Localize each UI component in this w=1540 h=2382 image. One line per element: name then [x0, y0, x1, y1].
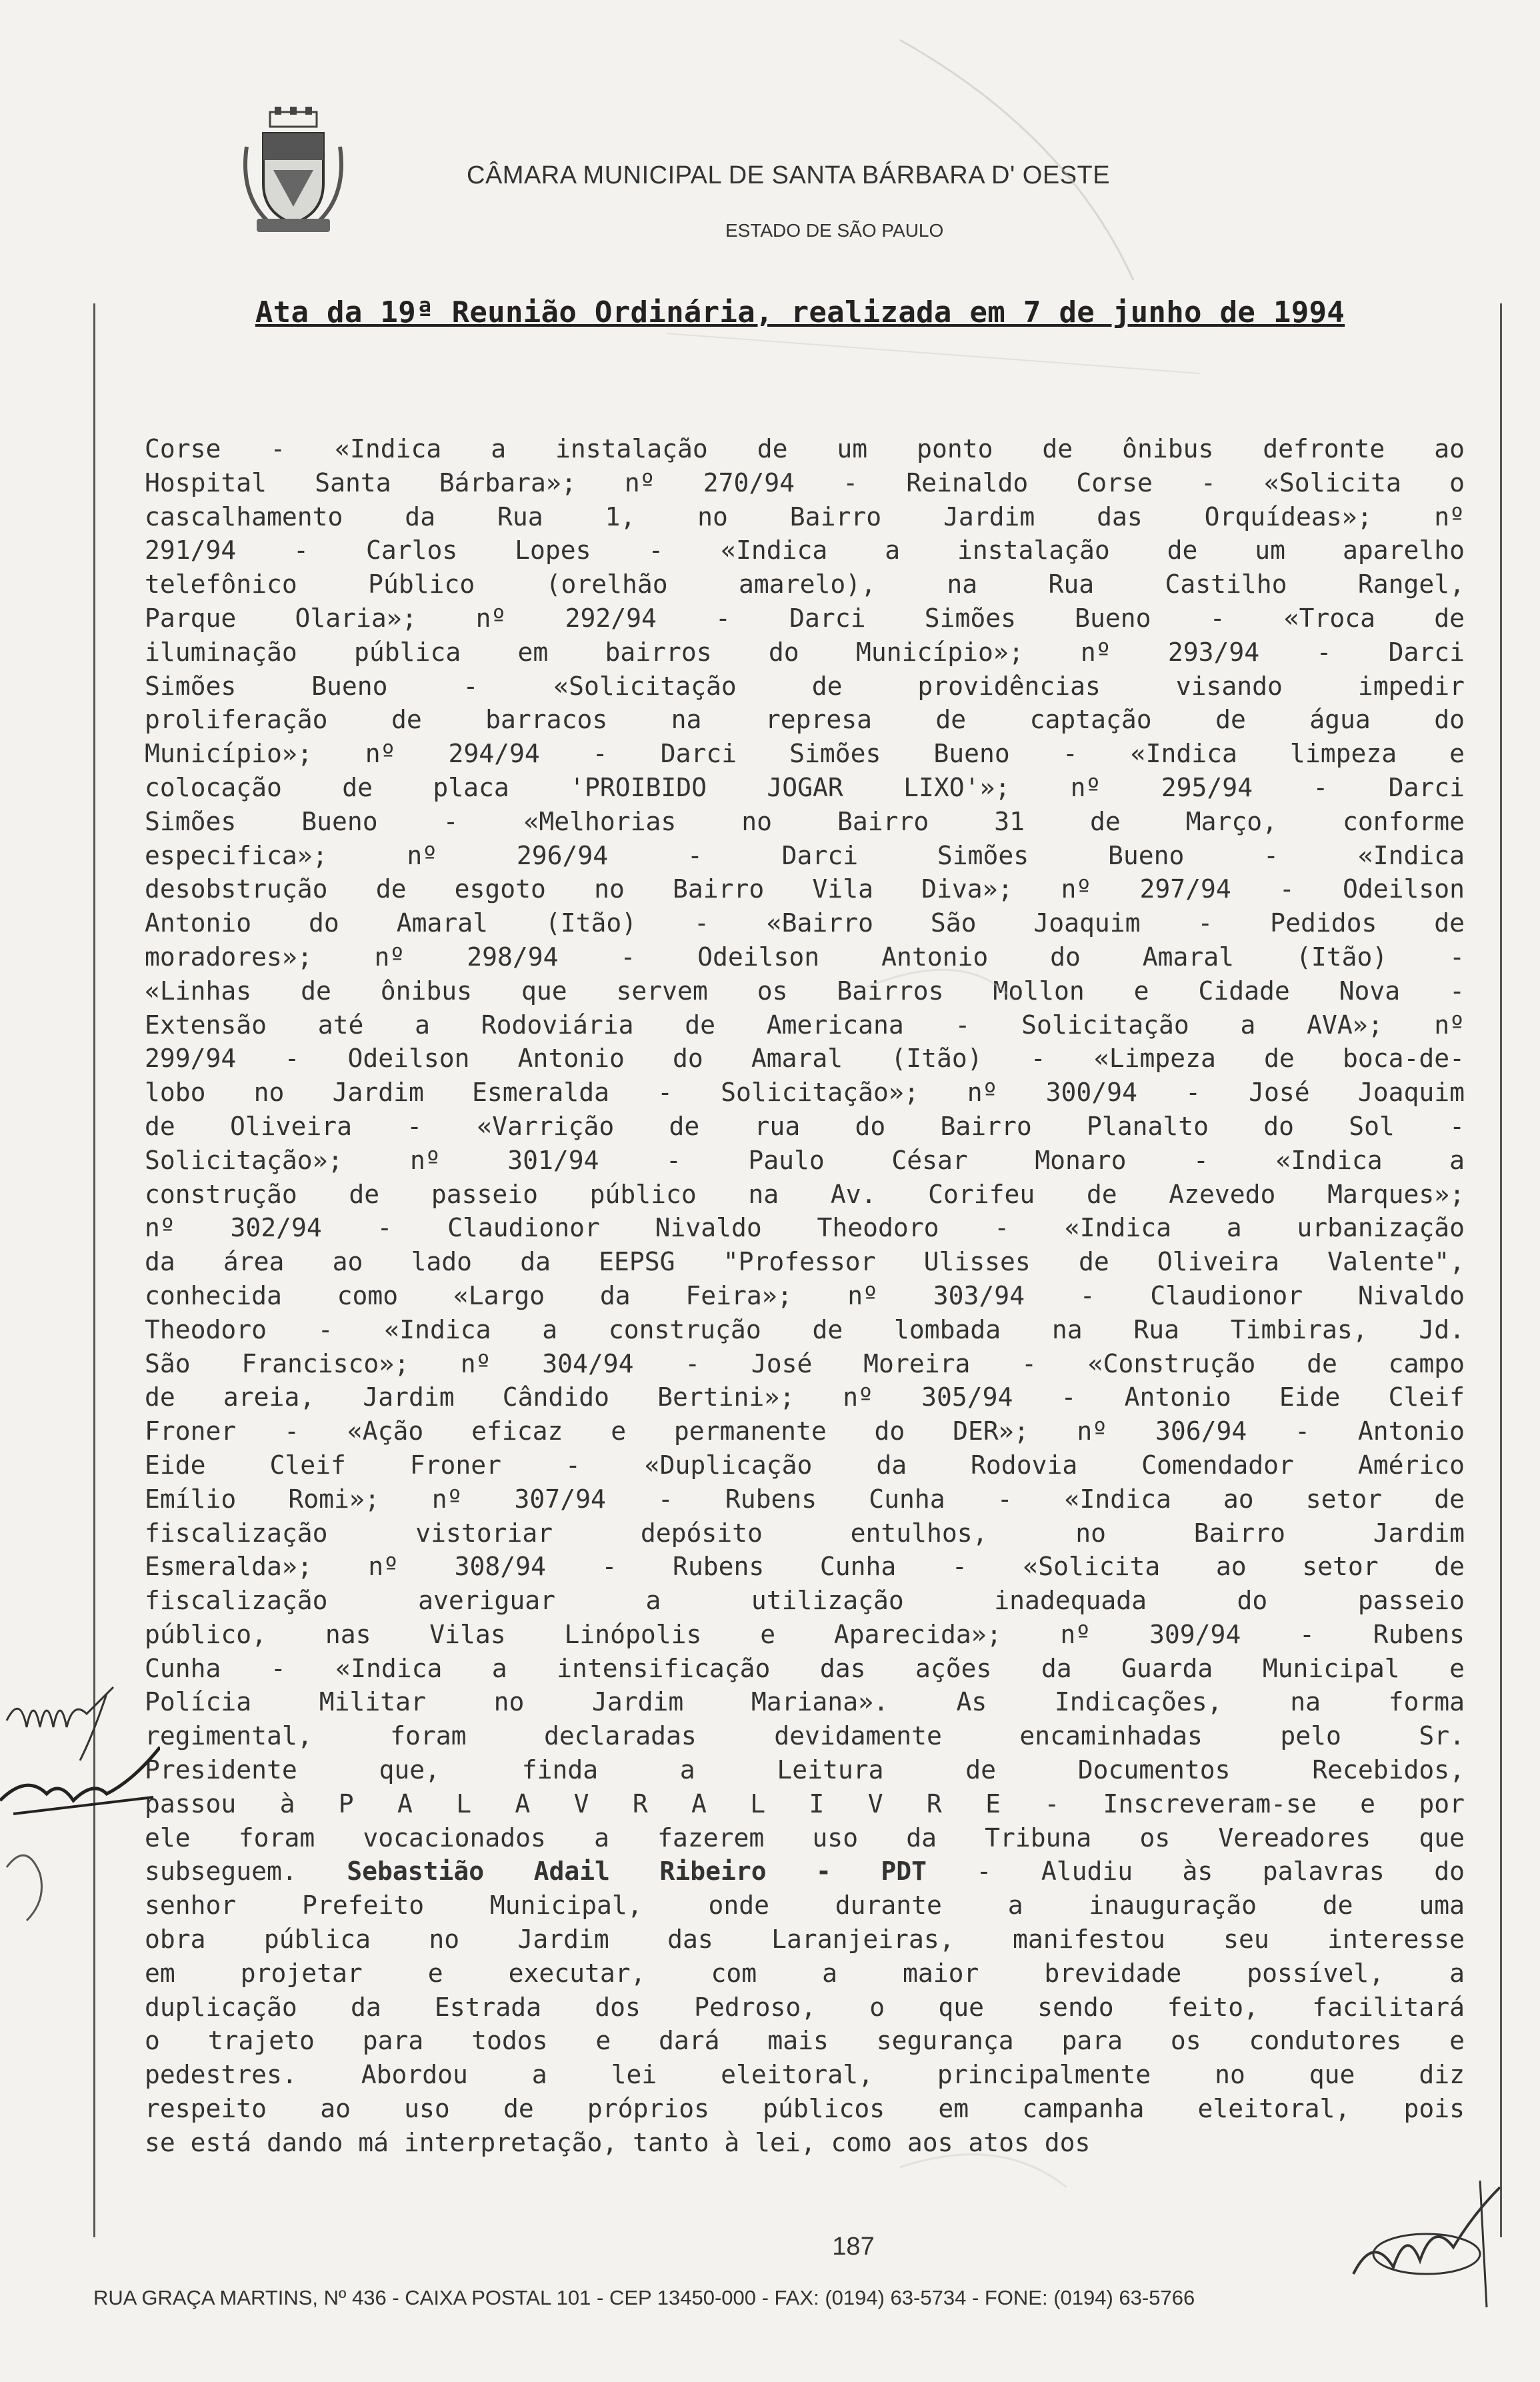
text-line: Município»; nº 294/94 - Darci Simões Bueno - «Indica limpeza e — [145, 739, 1465, 769]
text-line: Presidente que, finda a Leitura de Documentos Recebidos, — [145, 1755, 1465, 1785]
document-title: Ata da 19ª Reunião Ordinária, realizada em 7 de junho de 1994 — [255, 295, 1345, 329]
page-number: 187 — [832, 2233, 875, 2261]
text-line: proliferação de barracos na represa de captação de água do — [145, 705, 1465, 735]
municipal-crest-icon — [240, 107, 347, 240]
text-line: regimental, foram declaradas devidamente encaminhadas pelo Sr. — [145, 1721, 1465, 1751]
text-line: Emílio Romi»; nº 307/94 - Rubens Cunha - «Indica ao setor de — [145, 1484, 1465, 1514]
text-line: conhecida como «Largo da Feira»; nº 303/94 - Claudionor Nivaldo — [145, 1280, 1465, 1310]
right-frame-rule — [1500, 303, 1502, 2237]
text-line: Froner - «Ação eficaz e permanente do DER»; nº 306/94 - Antonio — [145, 1416, 1465, 1446]
text-line: especifica»; nº 296/94 - Darci Simões Bueno - «Indica — [145, 840, 1465, 870]
text-line: São Francisco»; nº 304/94 - José Moreira - «Construção de campo — [145, 1348, 1465, 1378]
speaker-name: Sebastião Adail Ribeiro - PDT — [347, 1857, 927, 1887]
text-line: público, nas Vilas Linópolis e Aparecida»; nº 309/94 - Rubens — [145, 1619, 1465, 1649]
text-line: 291/94 - Carlos Lopes - «Indica a instalação de um aparelho — [145, 535, 1465, 565]
text-line: se está dando má interpretação, tanto à lei, como aos atos dos — [145, 2127, 1091, 2157]
text-line: desobstrução de esgoto no Bairro Vila Diva»; nº 297/94 - Odeilson — [145, 874, 1465, 904]
text-line: de Oliveira - «Varrição de rua do Bairro Planalto do Sol - — [145, 1111, 1465, 1141]
text-line: Simões Bueno - «Melhorias no Bairro 31 de Março, conforme — [145, 806, 1465, 836]
speaker-rest: - Aludiu às palavras do — [927, 1857, 1465, 1887]
margin-signatures-icon — [0, 1680, 160, 1947]
text-line: pedestres. Abordou a lei eleitoral, principalmente no que diz — [145, 2060, 1465, 2090]
text-line: Extensão até a Rodoviária de Americana - Solicitação a AVA»; nº — [145, 1010, 1465, 1040]
text-line: moradores»; nº 298/94 - Odeilson Antonio do Amaral (Itão) - — [145, 942, 1465, 972]
state-name: ESTADO DE SÃO PAULO — [725, 220, 944, 241]
text-line: cascalhamento da Rua 1, no Bairro Jardim das Orquídeas»; nº — [145, 501, 1465, 531]
text-line: construção de passeio público na Av. Corifeu de Azevedo Marques»; — [145, 1179, 1465, 1209]
text-line: Cunha - «Indica a intensificação das ações da Guarda Municipal e — [145, 1653, 1465, 1683]
organization-name: CÂMARA MUNICIPAL DE SANTA BÁRBARA D' OESTE — [467, 161, 1111, 189]
text-line: 299/94 - Odeilson Antonio do Amaral (Itão) - «Limpeza de boca-de- — [145, 1044, 1465, 1074]
text-line: Polícia Militar no Jardim Mariana». As Indicações, na forma — [145, 1687, 1465, 1717]
text-line: Hospital Santa Bárbara»; nº 270/94 - Reinaldo Corse - «Solicita o — [145, 467, 1465, 497]
text-line: Corse - «Indica a instalação de um ponto de ônibus defronte ao — [145, 434, 1465, 463]
text-line: da área ao lado da EEPSG "Professor Ulisses de Oliveira Valente", — [145, 1247, 1465, 1277]
subseguem-text: subseguem. — [145, 1857, 297, 1887]
left-frame-rule — [93, 303, 95, 2237]
text-line: Theodoro - «Indica a construção de lombada na Rua Timbiras, Jd. — [145, 1314, 1465, 1344]
text-line: iluminação pública em bairros do Município»; nº 293/94 - Darci — [145, 637, 1465, 667]
text-line: lobo no Jardim Esmeralda - Solicitação»; nº 300/94 - José Joaquim — [145, 1078, 1465, 1108]
text-line: senhor Prefeito Municipal, onde durante a inauguração de uma — [145, 1891, 1465, 1921]
text-line: ele foram vocacionados a fazerem uso da Tribuna os Vereadores que — [145, 1823, 1465, 1853]
text-line: Simões Bueno - «Solicitação de providências visando impedir — [145, 671, 1465, 701]
text-line: telefônico Público (orelhão amarelo), na Rua Castilho Rangel, — [145, 569, 1465, 600]
text-line: passou à P A L A V R A L I V R E - Inscreveram-se e por — [145, 1789, 1465, 1819]
text-line: colocação de placa 'PROIBIDO JOGAR LIXO'»; nº 295/94 - Darci — [145, 772, 1465, 802]
text-line: Antonio do Amaral (Itão) - «Bairro São Joaquim - Pedidos de — [145, 908, 1465, 938]
document-body — [145, 432, 1465, 2160]
text-line: nº 302/94 - Claudionor Nivaldo Theodoro - «Indica a urbanização — [145, 1213, 1465, 1243]
text-line: «Linhas de ônibus que servem os Bairros Mollon e Cidade Nova - — [145, 976, 1465, 1006]
text-line: respeito ao uso de próprios públicos em campanha eleitoral, pois — [145, 2094, 1465, 2124]
text-line: duplicação da Estrada dos Pedroso, o que sendo feito, facilitará — [145, 1992, 1465, 2022]
text-line-speaker — [145, 1855, 1465, 1889]
text-line: Eide Cleif Froner - «Duplicação da Rodovia Comendador Américo — [145, 1450, 1465, 1480]
text-line: em projetar e executar, com a maior brevidade possível, a — [145, 1958, 1465, 1988]
text-line: o trajeto para todos e dará mais segurança para os condutores e — [145, 2026, 1465, 2056]
text-line: de areia, Jardim Cândido Bertini»; nº 305/94 - Antonio Eide Cleif — [145, 1382, 1465, 1412]
text-line: fiscalização vistoriar depósito entulhos, no Bairro Jardim — [145, 1518, 1465, 1548]
text-line: obra pública no Jardim das Laranjeiras, manifestou seu interesse — [145, 1925, 1465, 1955]
footer-address: RUA GRAÇA MARTINS, Nº 436 - CAIXA POSTAL 101 - CEP 13450-000 - FAX: (0194) 63-5734 - FONE: (0194) 63-5766 — [93, 2286, 1195, 2309]
text-line: Solicitação»; nº 301/94 - Paulo César Monaro - «Indica a — [145, 1145, 1465, 1175]
text-line: Esmeralda»; nº 308/94 - Rubens Cunha - «Solicita ao setor de — [145, 1552, 1465, 1582]
text-line: fiscalização averiguar a utilização inadequada do passeio — [145, 1586, 1465, 1616]
text-line: Parque Olaria»; nº 292/94 - Darci Simões Bueno - «Troca de — [145, 603, 1465, 633]
